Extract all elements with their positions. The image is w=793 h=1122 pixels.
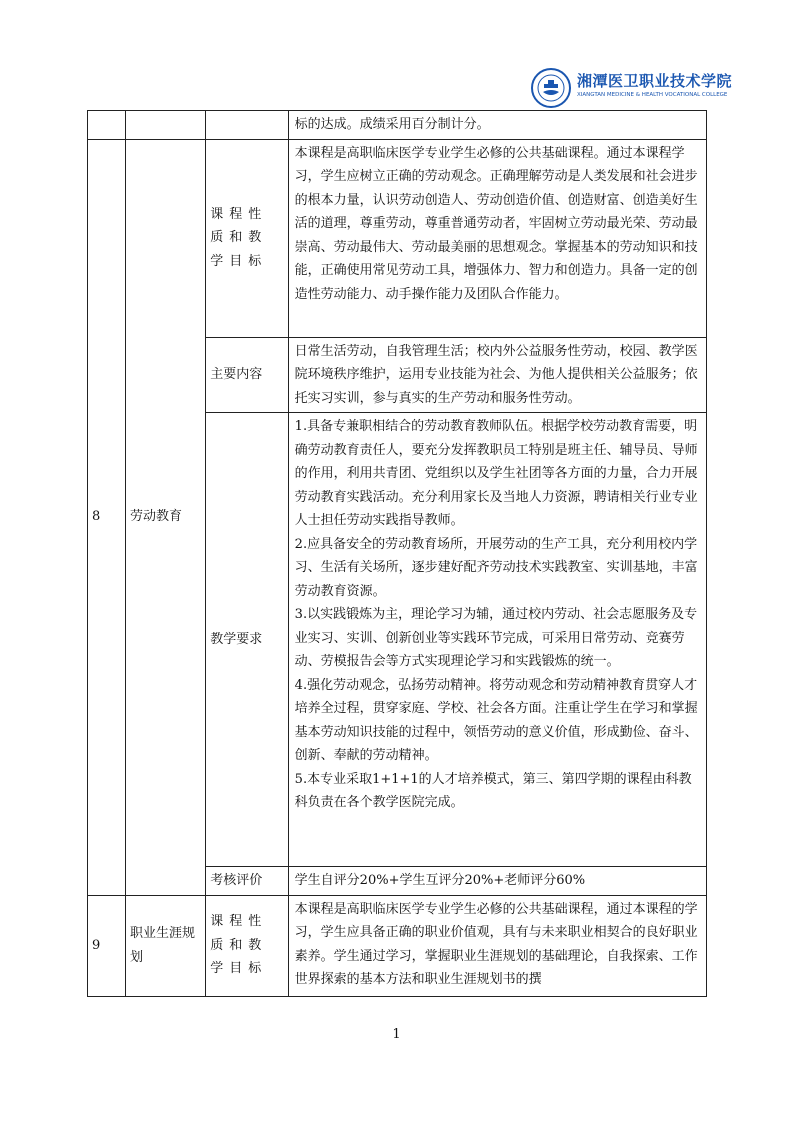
requirement-label: 教学要求 [206,413,288,867]
nature-text: 本课程是高职临床医学专业学生必修的公共基础课程。通过本课程学习，学生应树立正确的劳动观念。正确理解劳动是人类发展和社会进步的根本力量，认识劳动创造人、劳动创造价值、创造财富、创造美好生活的道理，尊重劳动，尊重普通劳动者，牢固树立劳动最光荣、劳动最崇高、劳动最伟大、劳动最美丽的思想观念。掌握基本的劳动知识和技能，正确使用常见劳动工具，增强体力、智力和创造力。具备一定的创造性劳动能力、动手操作能力及团队合作能力。 [288,139,706,337]
course-number: 8 [88,139,126,895]
college-name: 湘潭医卫职业技术学院 [577,72,733,90]
requirement-item: 1.具备专兼职相结合的劳动教育教师队伍。根据学校劳动教育需要，明确劳动教育责任人，要充分发挥教职员工特别是班主任、辅导员、导师的作用，利用共青团、党组织以及学生社团等各方面的力量，合力开展劳动教育实践活动。充分利用家长及当地人力资源，聘请相关行业专业人士担任劳动实践指导教师。 [294,419,698,528]
nature-text: 本课程是高职临床医学专业学生必修的公共基础课程，通过本课程的学习，学生应具备正确的职业价值观，具有与未来职业相契合的良好职业素养。学生通过学习，掌握职业生涯规划的基础理论，自我探索、工作世界探索的基本方法和职业生涯规划书的撰 [288,895,706,996]
curriculum-table [87,110,707,997]
table-row [88,111,707,140]
evaluation-text: 学生自评分20%+学生互评分20%+老师评分60% [288,867,706,896]
requirement-item: 4.强化劳动观念，弘扬劳动精神。将劳动观念和劳动精神教育贯穿人才培养全过程，贯穿家庭、学校、社会各方面。注重让学生在学习和掌握基本劳动知识技能的过程中，领悟劳动的意义价值，形成勤俭、奋斗、创新、奉献的劳动精神。 [294,677,698,763]
page-number: 1 [392,1027,401,1042]
course-name: 劳动教育 [126,139,206,895]
college-name-en: XIANGTAN MEDICINE & HEALTH VOCATIONAL COLLEGE [577,92,728,98]
continued-text: 标的达成。成绩采用百分制计分。 [288,111,706,140]
content-label: 主要内容 [206,337,288,413]
nature-label: 课程性质和教学目标 [206,895,288,996]
table-row [88,895,707,996]
table-row [88,139,707,337]
content-text: 日常生活劳动，自我管理生活；校内外公益服务性劳动，校园、教学医院环境秩序维护，运用专业技能为社会、为他人提供相关公益服务；依托实习实训，参与真实的生产劳动和服务性劳动。 [288,337,706,413]
requirement-item: 3.以实践锻炼为主，理论学习为辅，通过校内劳动、社会志愿服务及专业实习、实训、创新创业等实践环节完成，可采用日常劳动、竞赛劳动、劳模报告会等方式实现理论学习和实践锻炼的统一。 [294,607,698,669]
course-name: 职业生涯规划 [126,895,206,996]
requirement-item: 2.应具备安全的劳动教育场所，开展劳动的生产工具，充分利用校内学习、生活有关场所，逐步建好配齐劳动技术实践教室、实训基地，丰富劳动教育资源。 [294,536,698,599]
course-number: 9 [88,895,126,996]
requirement-text [288,413,706,867]
evaluation-label: 考核评价 [206,867,288,896]
college-logo [531,68,733,112]
requirement-item: 5.本专业采取1+1+1的人才培养模式，第三、第四学期的课程由科教科负责在各个教学医院完成。 [294,771,692,810]
college-emblem-icon [531,68,571,108]
nature-label: 课程性质和教学目标 [206,139,288,337]
